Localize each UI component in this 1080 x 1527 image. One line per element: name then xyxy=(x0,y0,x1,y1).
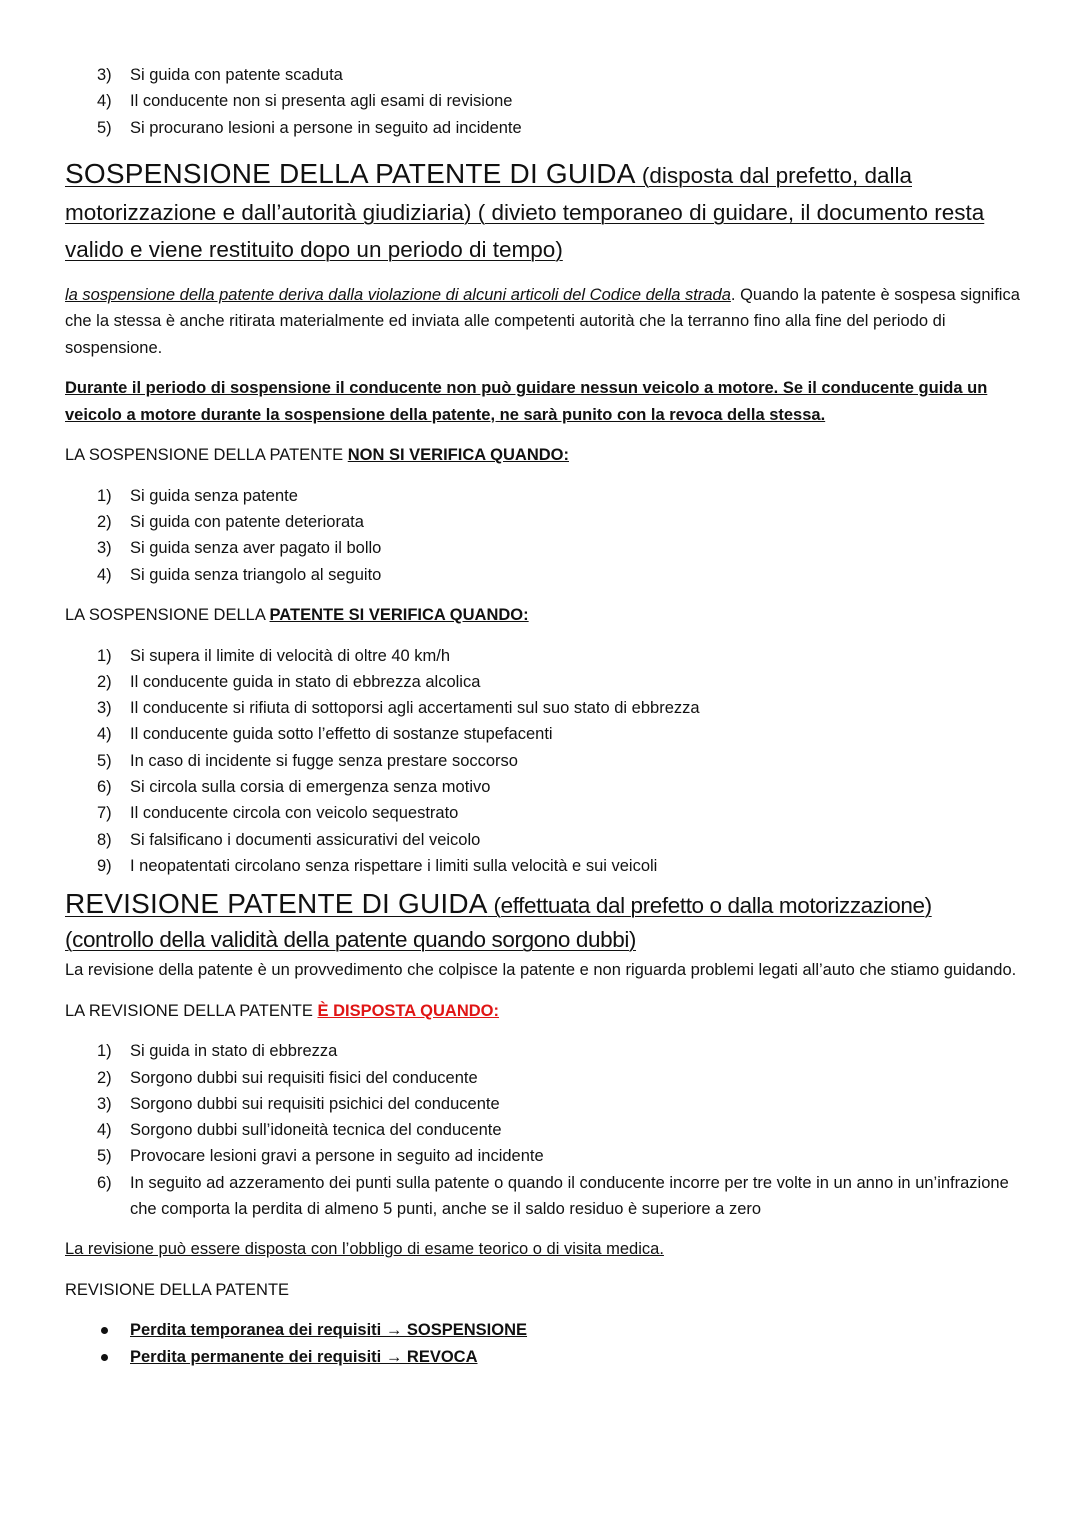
revisione-bullets xyxy=(65,1317,1020,1370)
list-text: Sorgono dubbi sull’idoneità tecnica del conducente xyxy=(130,1121,502,1140)
revisione-intro: La revisione della patente è un provvedimento che colpisce la patente e non riguarda problemi legati all’auto che stiamo guidando. xyxy=(65,961,1017,980)
list-number: 3) xyxy=(97,699,112,718)
list-item xyxy=(65,721,1020,747)
revisione-disposta-label xyxy=(65,998,1020,1025)
list-text: Si guida senza triangolo al seguito xyxy=(130,565,382,584)
list-number: 7) xyxy=(97,804,112,823)
label-text: LA REVISIONE DELLA PATENTE xyxy=(65,1001,318,1020)
list-text: Si guida in stato di ebbrezza xyxy=(130,1042,338,1061)
list-text: Il conducente guida in stato di ebbrezza alcolica xyxy=(130,672,481,691)
bullet-item xyxy=(65,1344,1020,1371)
bullet-text: Perdita temporanea dei requisiti → SOSPENSIONE xyxy=(130,1321,528,1340)
list-item xyxy=(65,1038,1020,1064)
list-text: Sorgono dubbi sui requisiti fisici del conducente xyxy=(130,1068,478,1087)
list-number: 1) xyxy=(97,1042,112,1061)
list-text: Si guida senza patente xyxy=(130,486,298,505)
list-item xyxy=(65,483,1020,509)
list-number: 9) xyxy=(97,856,112,875)
list-item xyxy=(65,643,1020,669)
list-text: Il conducente guida sotto l’effetto di sostanze stupefacenti xyxy=(130,725,553,744)
list-text: I neopatentati circolano senza rispettare i limiti sulla velocità e sui veicoli xyxy=(130,856,658,875)
label-emphasis: È DISPOSTA QUANDO: xyxy=(317,1001,499,1020)
sospensione-title: SOSPENSIONE DELLA PATENTE DI GUIDA xyxy=(65,157,636,189)
sospensione-title-note: (disposta dal prefetto, dalla motorizzazione e dall’autorità giudiziaria) ( divieto temporaneo di guidare, il documento resta valido e viene restituito dopo un periodo di tempo) xyxy=(65,162,985,262)
sospensione-si-label xyxy=(65,602,1020,629)
list-number: 8) xyxy=(97,830,112,849)
revisione-title: REVISIONE PATENTE DI GUIDA xyxy=(65,888,488,920)
label-emphasis: PATENTE SI VERIFICA QUANDO: xyxy=(269,606,529,625)
list-number: 2) xyxy=(97,1068,112,1087)
list-number: 6) xyxy=(97,1173,112,1192)
list-item xyxy=(65,1170,1020,1223)
list-number: 4) xyxy=(97,725,112,744)
label-text: LA SOSPENSIONE DELLA PATENTE xyxy=(65,446,348,465)
list-number: 5) xyxy=(97,751,112,770)
list-text: In caso di incidente si fugge senza prestare soccorso xyxy=(130,751,518,770)
list-number: 1) xyxy=(97,486,112,505)
list-text: Il conducente circola con veicolo sequestrato xyxy=(130,804,459,823)
list-text: In seguito ad azzeramento dei punti sulla patente o quando il conducente incorre per tre volte in un anno in un’infrazione che comporta la perdita di almeno 5 punti, anche se il saldo residuo è superiore a zero xyxy=(130,1173,1009,1219)
list-text: Provocare lesioni gravi a persone in seguito ad incidente xyxy=(130,1147,544,1166)
list-item xyxy=(65,1065,1020,1091)
list-item xyxy=(65,669,1020,695)
list-number: 3) xyxy=(97,66,112,84)
sospensione-heading xyxy=(65,155,1020,268)
sospensione-non-list xyxy=(65,483,1020,588)
sospensione-si-list xyxy=(65,643,1020,880)
revisione-title-note: (effettuata dal prefetto o dalla motorizzazione) (controllo della validità della patente quando sorgono dubbi) xyxy=(65,893,932,953)
list-text: Il conducente si rifiuta di sottoporsi agli accertamenti sul suo stato di ebbrezza xyxy=(130,699,700,718)
list-item xyxy=(65,562,1020,588)
list-text: Si guida con patente deteriorata xyxy=(130,513,364,532)
list-number: 4) xyxy=(97,92,112,111)
list-item xyxy=(65,1117,1020,1143)
sospensione-non-label xyxy=(65,442,1020,469)
list-item xyxy=(65,800,1020,826)
list-number: 3) xyxy=(97,539,112,558)
list-number: 4) xyxy=(97,565,112,584)
list-text: Si guida con patente scaduta xyxy=(130,66,343,84)
list-number: 3) xyxy=(97,1094,112,1113)
list-item xyxy=(65,827,1020,853)
list-item xyxy=(65,509,1020,535)
list-text: Il conducente non si presenta agli esami di revisione xyxy=(130,92,513,111)
sospensione-intro-italic: la sospensione della patente deriva dalla violazione di alcuni articoli del Codice della strada xyxy=(65,285,731,304)
revisione-obbligo: La revisione può essere disposta con l’obbligo di esame teorico o di visita medica. xyxy=(65,1240,664,1259)
bullet-item xyxy=(65,1317,1020,1344)
list-number: 5) xyxy=(97,118,112,137)
revisione-list xyxy=(65,1038,1020,1222)
label-text: LA SOSPENSIONE DELLA xyxy=(65,606,270,625)
bullet-text: Perdita permanente dei requisiti → REVOCA xyxy=(130,1347,478,1366)
document-page xyxy=(65,62,1020,1370)
list-number: 2) xyxy=(97,513,112,532)
list-item xyxy=(65,695,1020,721)
label-emphasis: NON SI VERIFICA QUANDO: xyxy=(347,446,569,465)
list-item xyxy=(65,115,1020,141)
list-text: Si circola sulla corsia di emergenza senza motivo xyxy=(130,778,491,797)
list-number: 6) xyxy=(97,778,112,797)
list-item xyxy=(65,853,1020,879)
list-item xyxy=(65,62,1020,88)
bullet-icon xyxy=(101,1354,108,1361)
sospensione-intro xyxy=(65,282,1020,362)
list-item xyxy=(65,748,1020,774)
list-text: Si supera il limite di velocità di oltre 40 km/h xyxy=(130,646,451,665)
list-item xyxy=(65,535,1020,561)
list-item xyxy=(65,88,1020,114)
list-text: Si guida senza aver pagato il bollo xyxy=(130,539,382,558)
top-list xyxy=(65,62,1020,141)
list-number: 1) xyxy=(97,646,112,665)
list-number: 4) xyxy=(97,1121,112,1140)
sospensione-warning: Durante il periodo di sospensione il conducente non può guidare nessun veicolo a motore. Se il conducente guida un veicolo a motore durante la sospensione della patente, ne sarà punito con la revoca della stessa. xyxy=(65,379,988,424)
list-number: 2) xyxy=(97,672,112,691)
list-text: Sorgono dubbi sui requisiti psichici del conducente xyxy=(130,1094,500,1113)
list-number: 5) xyxy=(97,1147,112,1166)
list-item xyxy=(65,1143,1020,1169)
list-text: Si falsificano i documenti assicurativi del veicolo xyxy=(130,830,481,849)
bullet-icon xyxy=(101,1327,108,1334)
revisione-heading xyxy=(65,887,1020,957)
sospensione-intro-rest: . Quando la patente è sospesa significa che la stessa è anche ritirata materialmente ed inviata alle competenti autorità che la terranno fino alla fine del periodo di sospensione. xyxy=(65,285,1020,357)
list-item xyxy=(65,774,1020,800)
list-item xyxy=(65,1091,1020,1117)
list-text: Si procurano lesioni a persone in seguito ad incidente xyxy=(130,118,522,137)
revisione-summary-label: REVISIONE DELLA PATENTE xyxy=(65,1280,290,1299)
